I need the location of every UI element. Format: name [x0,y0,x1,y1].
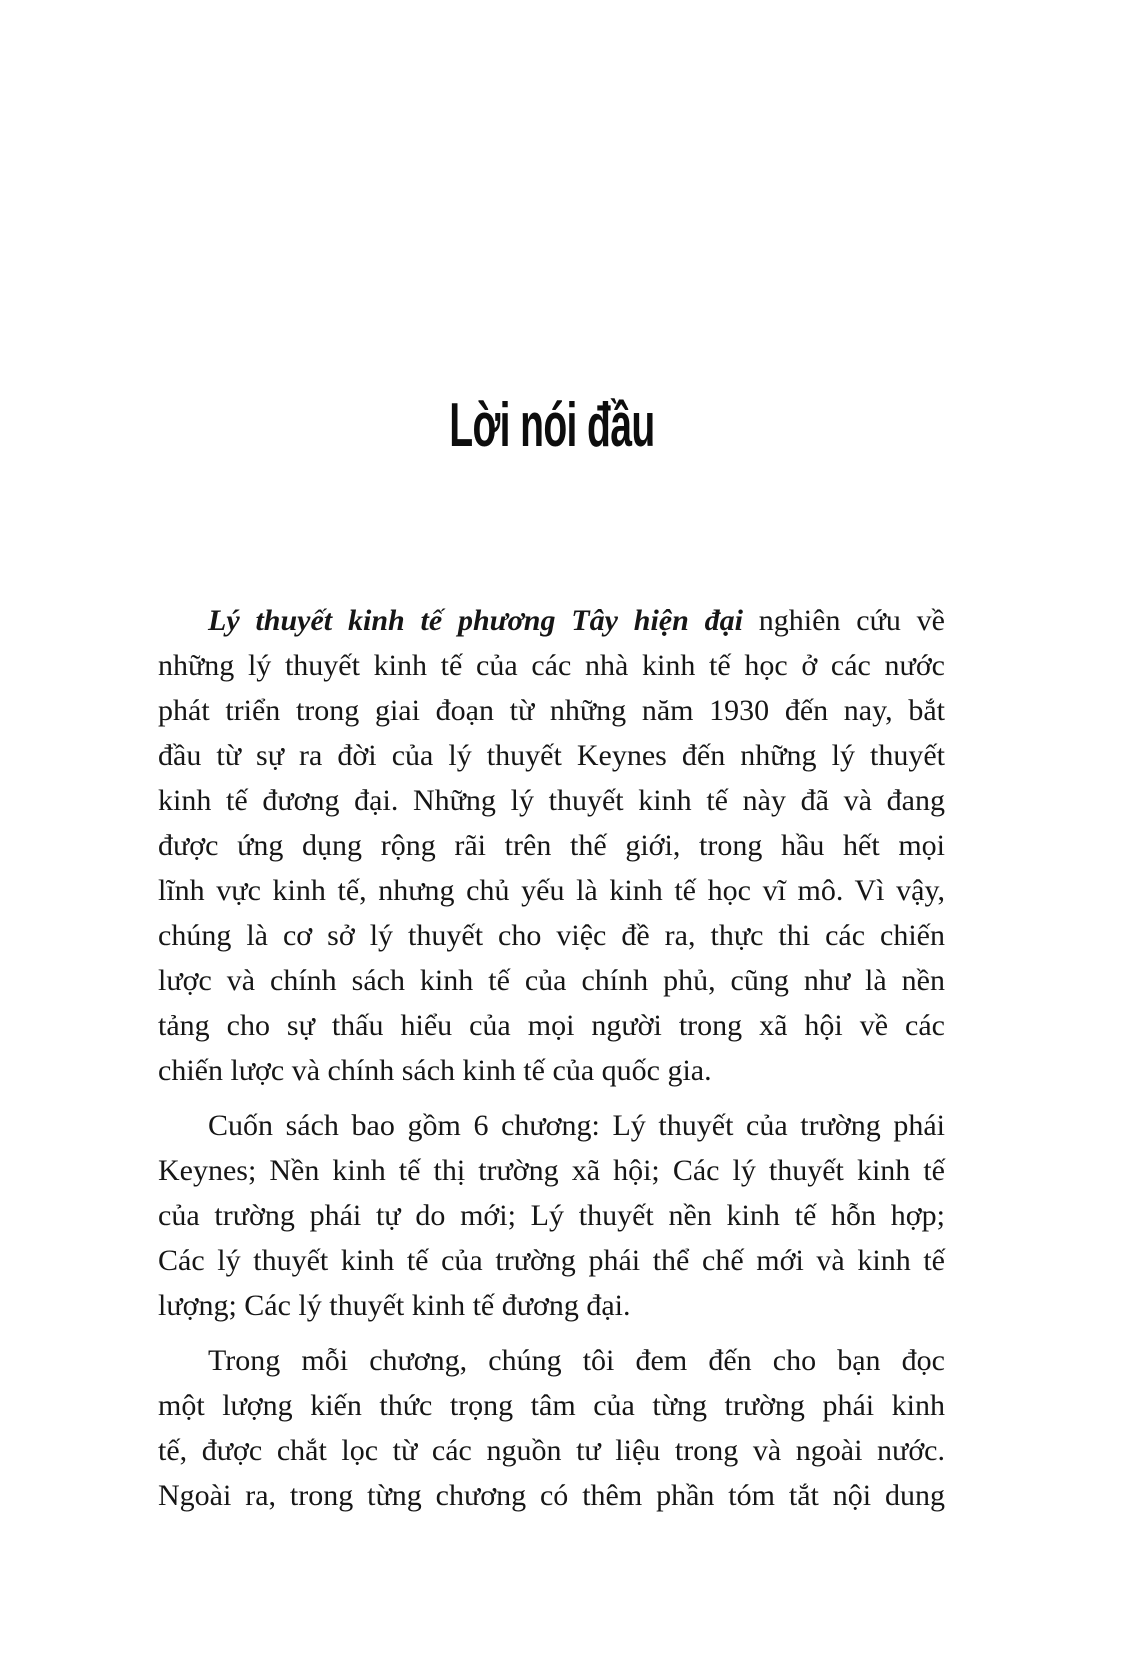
text-line: Keynes; Nền kinh tế thị trường xã hội; Các lý thuyết kinh tế [158,1154,945,1187]
text-line: kinh tế đương đại. Những lý thuyết kinh tế này đã và đang [158,784,945,817]
text-line: Các lý thuyết kinh tế của trường phái thể chế mới và kinh tế [158,1244,945,1277]
text-line: phát triển trong giai đoạn từ những năm 1930 đến nay, bắt [158,694,945,727]
paragraph [158,598,945,1093]
text-run: nghiên cứu về [742,604,945,637]
text-line: Cuốn sách bao gồm 6 chương: Lý thuyết của trường phái [208,1109,945,1142]
text-line: của trường phái tự do mới; Lý thuyết nền kinh tế hỗn hợp; [158,1199,945,1232]
text-line: Ngoài ra, trong từng chương có thêm phần tóm tắt nội dung [158,1479,945,1512]
page-title [158,391,945,460]
paragraph [158,1103,945,1328]
text-line: tế, được chắt lọc từ các nguồn tư liệu trong và ngoài nước. [158,1434,945,1467]
page-title-text: Lời nói đầu [448,391,655,460]
paragraph [158,1338,945,1518]
text-line: Trong mỗi chương, chúng tôi đem đến cho bạn đọc [208,1344,945,1377]
text-line: chúng là cơ sở lý thuyết cho việc đề ra, thực thi các chiến [158,919,945,952]
body-text [158,598,945,1518]
text-line: chiến lược và chính sách kinh tế của quốc gia. [158,1054,712,1087]
text-line: lĩnh vực kinh tế, nhưng chủ yếu là kinh tế học vĩ mô. Vì vậy, [158,874,945,907]
text-line: một lượng kiến thức trọng tâm của từng trường phái kinh [158,1389,945,1422]
text-line: tảng cho sự thấu hiểu của mọi người trong xã hội về các [158,1009,945,1042]
text-line [158,598,945,643]
lead-phrase: Lý thuyết kinh tế phương Tây hiện đại [208,604,743,637]
text-line: lượng; Các lý thuyết kinh tế đương đại. [158,1289,631,1322]
text-line: những lý thuyết kinh tế của các nhà kinh tế học ở các nước [158,649,945,682]
text-line: lược và chính sách kinh tế của chính phủ, cũng như là nền [158,964,945,997]
text-line: đầu từ sự ra đời của lý thuyết Keynes đến những lý thuyết [158,739,945,772]
text-line: được ứng dụng rộng rãi trên thế giới, trong hầu hết mọi [158,829,945,862]
